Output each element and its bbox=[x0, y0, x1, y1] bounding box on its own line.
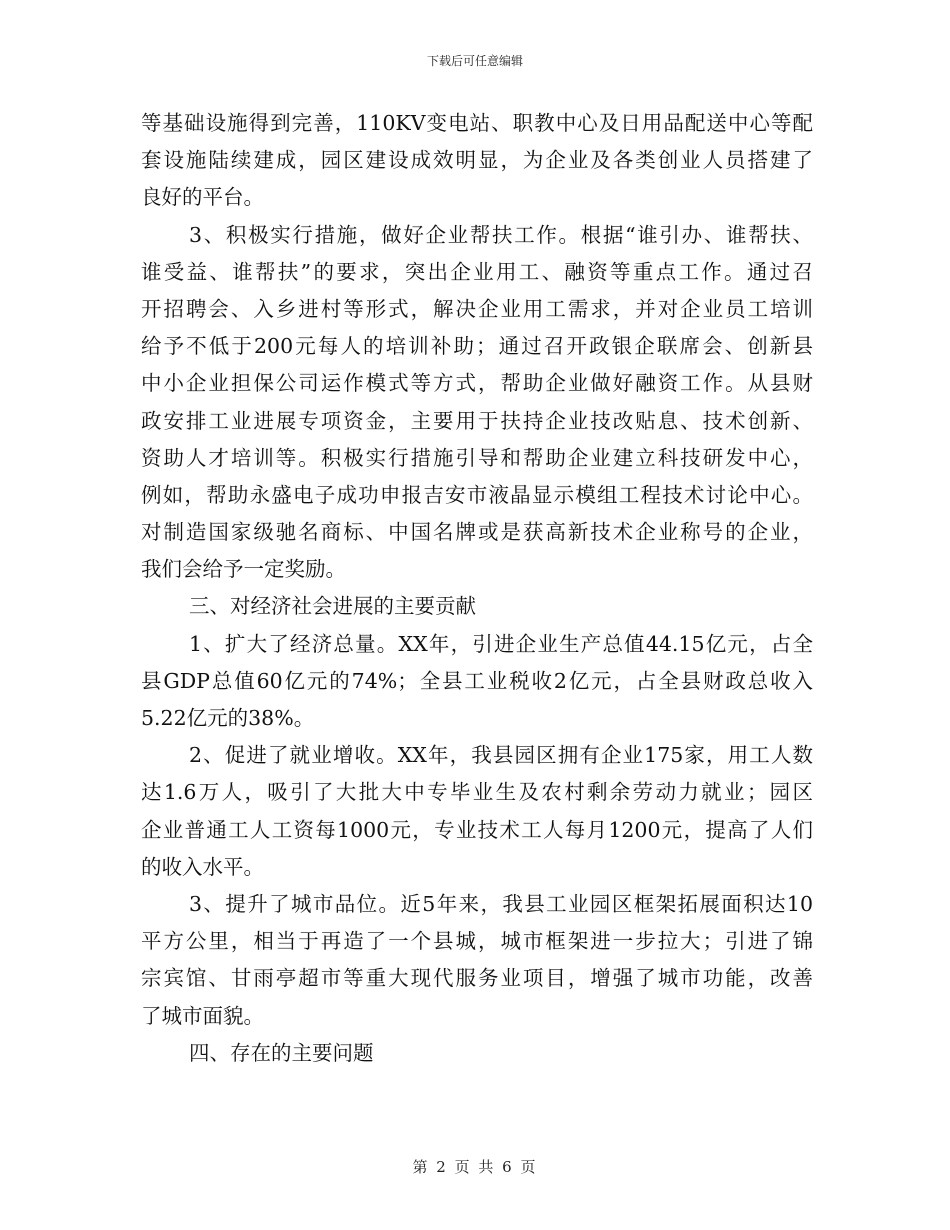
section-heading: 四、存在的主要问题 bbox=[189, 1040, 374, 1065]
text-line: 平方公里，相当于再造了一个县城，城市框架进一步拉大；引进了锦 bbox=[141, 929, 813, 954]
text-line: 中小企业担保公司运作模式等方式，帮助企业做好融资工作。从县财 bbox=[141, 371, 813, 396]
page-header-note: 下载后可任意编辑 bbox=[426, 54, 523, 68]
text-line: 3、提升了城市品位。近5年来，我县工业园区框架拓展面积达10 bbox=[189, 891, 813, 916]
section-heading: 三、对经济社会进展的主要贡献 bbox=[189, 594, 476, 619]
text-line: 等基础设施得到完善，110KV变电站、职教中心及日用品配送中心等配 bbox=[141, 111, 813, 135]
text-line: 3、积极实行措施，做好企业帮扶工作。根据“谁引办、谁帮扶、 bbox=[189, 222, 813, 247]
document-body bbox=[141, 105, 813, 1072]
text-line: 1、扩大了经济总量。XX年，引进企业生产总值44.15亿元，占全 bbox=[189, 631, 813, 656]
text-line: 县GDP总值60亿元的74%；全县工业税收2亿元，占全县财政总收入 bbox=[141, 668, 813, 693]
text-line: 政安排工业进展专项资金，主要用于扶持企业技改贴息、技术创新、 bbox=[141, 408, 813, 433]
text-line: 了城市面貌。 bbox=[141, 1003, 264, 1028]
text-line: 资助人才培训等。积极实行措施引导和帮助企业建立科技研发中心， bbox=[141, 445, 813, 470]
text-line: 我们会给予一定奖励。 bbox=[141, 557, 346, 582]
text-line: 宗宾馆、甘雨亭超市等重大现代服务业项目，增强了城市功能，改善 bbox=[141, 966, 813, 991]
text-line: 套设施陆续建成，园区建设成效明显，为企业及各类创业人员搭建了 bbox=[141, 148, 813, 173]
text-line: 2、促进了就业增收。XX年，我县园区拥有企业175家，用工人数 bbox=[189, 743, 813, 768]
text-line: 给予不低于200元每人的培训补助；通过召开政银企联席会、创新县 bbox=[141, 334, 813, 359]
text-line: 谁受益、谁帮扶”的要求，突出企业用工、融资等重点工作。通过召 bbox=[141, 259, 813, 284]
text-line: 例如，帮助永盛电子成功申报吉安市液晶显示模组工程技术讨论中心。 bbox=[141, 482, 813, 507]
text-line: 达1.6万人，吸引了大批大中专毕业生及农村剩余劳动力就业；园区 bbox=[141, 780, 813, 805]
text-line: 对制造国家级驰名商标、中国名牌或是获高新技术企业称号的企业， bbox=[141, 520, 813, 545]
text-line: 良好的平台。 bbox=[141, 185, 264, 210]
text-line: 企业普通工人工资每1000元，专业技术工人每月1200元，提高了人们 bbox=[141, 817, 813, 842]
text-line: 开招聘会、入乡进村等形式，解决企业用工需求，并对企业员工培训 bbox=[141, 296, 813, 321]
page-number-footer: 第 2 页 共 6 页 bbox=[412, 1158, 538, 1176]
text-line: 的收入水平。 bbox=[141, 854, 264, 879]
text-line: 5.22亿元的38%。 bbox=[141, 706, 315, 730]
